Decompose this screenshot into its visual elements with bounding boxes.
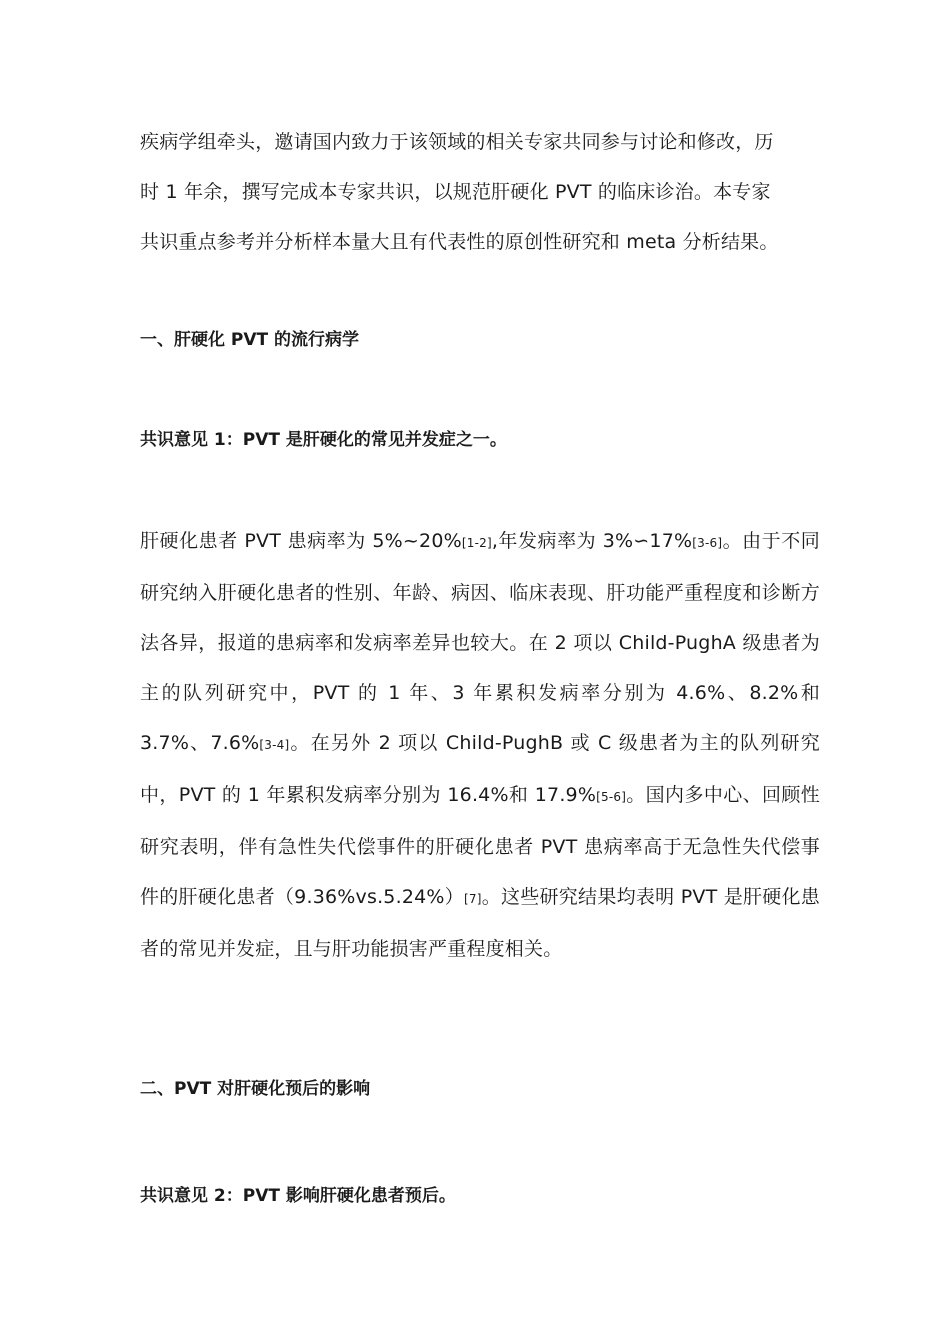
intro-line-1: 疾病学组牵头，邀请国内致力于该领域的相关专家共同参与讨论和修改，历 xyxy=(140,131,774,153)
citation-ref: [3-6] xyxy=(692,536,723,550)
body-text-6: 。这些研究结果均表明 PVT 是肝硬化患者的常见并发症，且与肝功能损害严重程度相关。 xyxy=(140,886,820,960)
consensus-opinion-2: 共识意见 2：PVT 影响肝硬化患者预后。 xyxy=(140,1186,456,1206)
consensus-opinion-1: 共识意见 1：PVT 是肝硬化的常见并发症之一。 xyxy=(140,430,507,450)
citation-ref: [3-4] xyxy=(259,738,290,752)
citation-ref: [5-6] xyxy=(596,790,627,804)
intro-line-2: 时 1 年余，撰写完成本专家共识，以规范肝硬化 PVT 的临床诊治。本专家 xyxy=(140,181,771,203)
intro-paragraph xyxy=(140,117,820,267)
citation-ref: [7] xyxy=(464,892,482,906)
body-text-3: 。由于不同研究纳入肝硬化患者的性别、年龄、病因、临床表现、肝功能严重程度和诊断方法各异，报道的患病率和发病率差异也较大。在 2 项以 Child-PughA 级患者为主的队列研究中，PVT 的 1 年、3 年累积发病率分别为 4.6%、8.2%和 3.7%、7.6% xyxy=(140,530,820,754)
section-2-heading: 二、PVT 对肝硬化预后的影响 xyxy=(140,1079,371,1099)
body-text-2: ,年发病率为 3%∽17% xyxy=(491,530,693,552)
body-text-4: 。在另外 2 项以 Child-PughB 或 C 级患者为主的队列研究中，PVT 的 1 年累积发病率分别为 16.4%和 17.9% xyxy=(140,732,820,806)
section-1-body-paragraph xyxy=(140,516,820,974)
body-text-1: 肝硬化患者 PVT 患病率为 5%~20% xyxy=(140,530,462,552)
intro-line-3: 共识重点参考并分析样本量大且有代表性的原创性研究和 meta 分析结果。 xyxy=(140,231,779,253)
citation-ref: [1-2] xyxy=(461,536,492,550)
section-1-heading: 一、肝硬化 PVT 的流行病学 xyxy=(140,330,360,350)
body-text-5: 。国内多中心、回顾性研究表明，伴有急性失代偿事件的肝硬化患者 PVT 患病率高于无急性失代偿事件的肝硬化患者（9.36%vs.5.24%） xyxy=(140,784,820,908)
